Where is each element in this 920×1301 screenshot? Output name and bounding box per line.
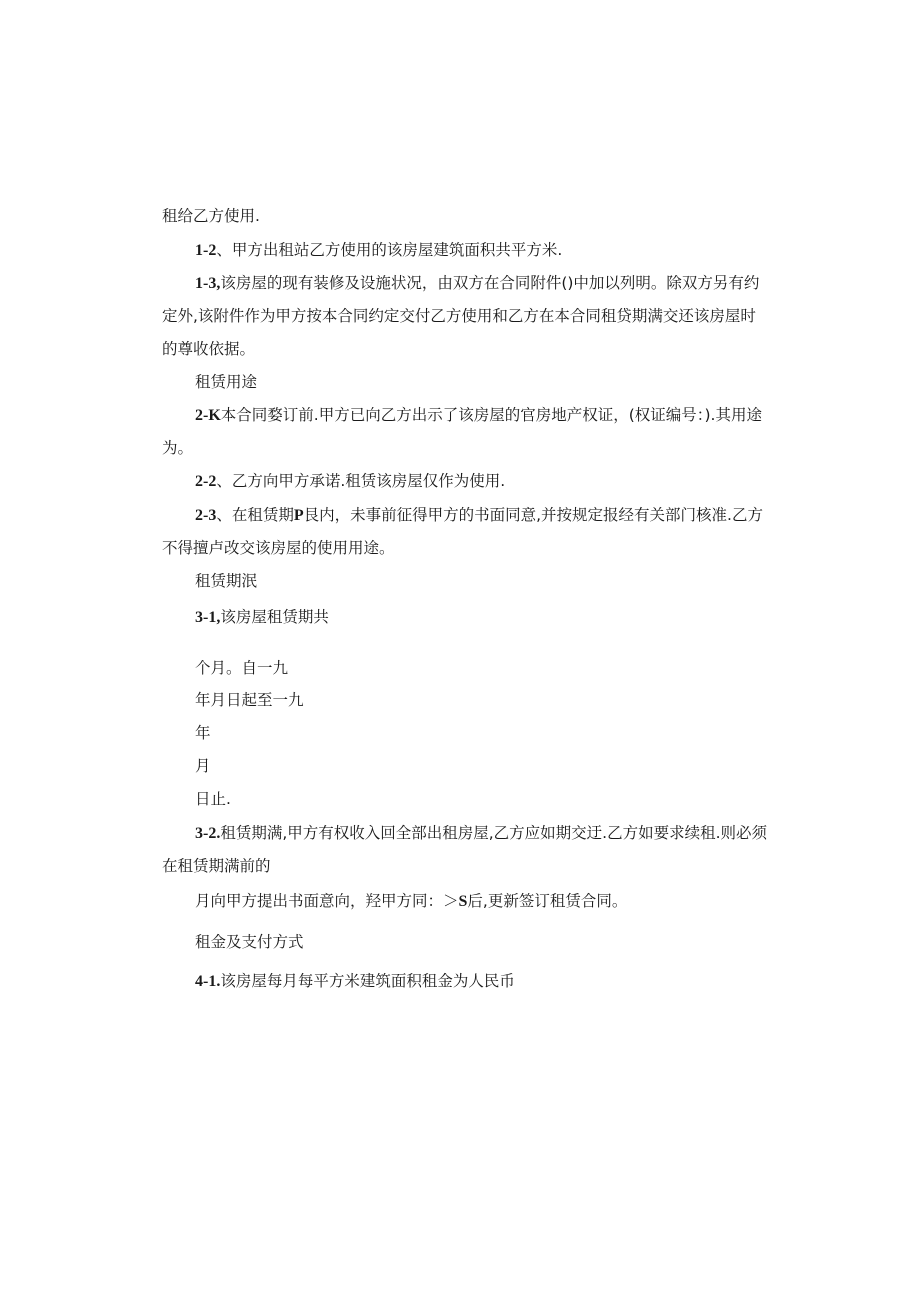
text-line: [162, 339, 255, 359]
text-line: [195, 891, 627, 912]
line-text: 年月日起至一九: [195, 691, 304, 709]
line-text: 该房屋的现有装修及设施状况，由双方在合同附件()中加以列明。除双方另有约: [220, 274, 760, 292]
line-text: 该房屋租赁期共: [220, 608, 329, 626]
clause-3-1: [195, 607, 329, 628]
line-text: 该房屋每月每平方米建筑面积租金为人民币: [220, 972, 515, 990]
clause-1-3: [195, 273, 759, 294]
line-text: 、甲方出租站乙方使用的该房屋建筑面积共平方米.: [216, 241, 563, 259]
clause-number: 4-1.: [195, 973, 221, 990]
clause-number: 3-1,: [195, 609, 221, 626]
line-text: 不得擅卢改交该房屋的使用用途。: [162, 539, 395, 557]
line-text: 租赁期满,甲方有权收入回全部出租房屋,乙方应如期交迂.乙方如要求续租.则必须: [220, 824, 768, 842]
inline-glyph: P: [293, 507, 304, 524]
clause-number: 1-2: [195, 242, 217, 259]
clause-3-2: [195, 823, 767, 844]
text-line: [162, 206, 260, 226]
clause-2-2: [195, 471, 505, 492]
heading-text: 租赁用途: [195, 373, 258, 391]
section-heading: [195, 372, 257, 392]
text-line: [195, 658, 288, 678]
text-line: [195, 723, 211, 743]
clause-number: 2-K: [195, 407, 221, 424]
line-text: 定外,该附件作为甲方按本合同约定交付乙方使用和乙方在本合同租贷期满交还该房屋时: [162, 307, 756, 325]
text-line: [195, 789, 231, 809]
line-text: 在租赁期满前的: [162, 857, 271, 875]
line-text: 艮内，未事前征得甲方的书面同意,并按规定报经有关部门核准.乙方: [303, 506, 763, 524]
line-text: 的尊收依据。: [162, 340, 256, 358]
heading-text: 租金及支付方式: [195, 933, 304, 951]
text-line: [162, 306, 756, 326]
clause-2-3: [195, 505, 763, 526]
line-text: 年: [195, 724, 211, 742]
text-line: [162, 538, 395, 558]
clause-number: 1-3,: [195, 275, 221, 292]
text-line: [162, 438, 193, 458]
line-text: 后,更新签订租赁合同。: [467, 892, 628, 910]
heading-text: 租赁期泯: [195, 572, 258, 590]
line-text: 个月。自一九: [195, 659, 289, 677]
clause-2-1: [195, 405, 762, 426]
clause-number: 3-2.: [195, 825, 221, 842]
clause-1-2: [195, 240, 562, 261]
line-text: 日止.: [195, 790, 231, 808]
text-line: [162, 856, 271, 876]
line-text: 、乙方向甲方承诺.租赁该房屋仅作为使用.: [216, 472, 506, 490]
line-text: 为。: [162, 439, 194, 457]
line-text: 月向甲方提出书面意向，羟甲方同：＞: [195, 892, 459, 910]
line-text: 本合同婺订前.甲方已向乙方出示了该房屋的官房地产权证，(权证编号：).其用途: [220, 406, 762, 424]
section-heading: [195, 932, 304, 952]
text-line: [195, 690, 304, 710]
clause-number: 2-2: [195, 473, 217, 490]
clause-number: 2-3: [195, 507, 217, 524]
line-text: 租给乙方使用.: [162, 207, 260, 225]
section-heading: [195, 571, 257, 591]
line-text: 、在租赁期: [216, 506, 294, 524]
line-text: 月: [195, 757, 211, 775]
text-line: [195, 756, 211, 776]
inline-glyph: S: [458, 893, 468, 910]
clause-4-1: [195, 971, 515, 992]
